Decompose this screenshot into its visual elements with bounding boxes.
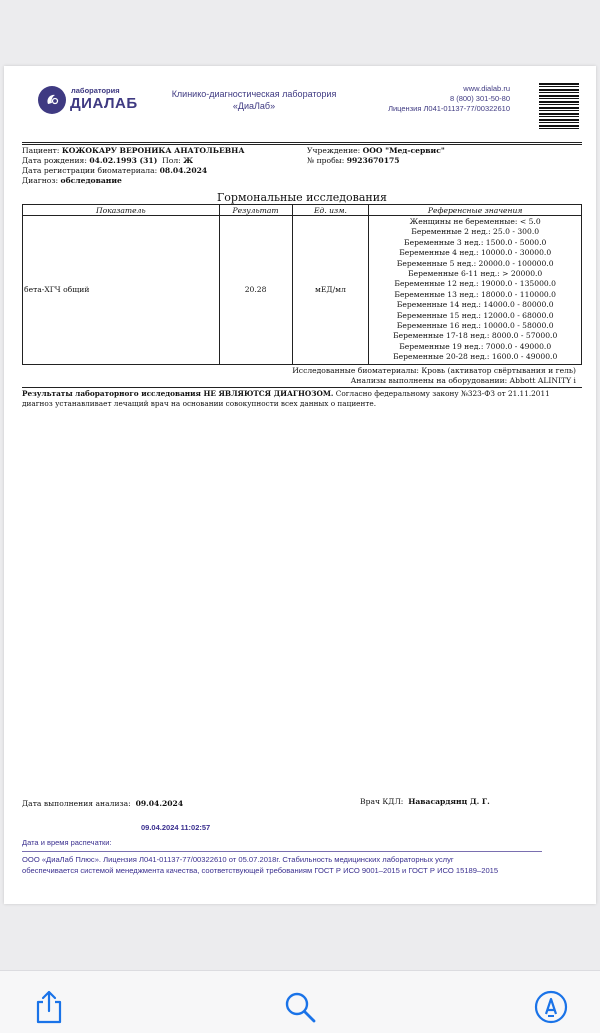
lab-name-line2: «ДиаЛаб» — [232, 101, 276, 111]
diagnosis-value: обследование — [60, 176, 122, 185]
search-icon — [283, 990, 317, 1024]
organization-row — [307, 146, 445, 156]
reference-line: Беременные 16 нед.: 10000.0 - 58000.0 — [396, 321, 554, 331]
result-value: 20.28 — [219, 216, 292, 365]
legal-line-1: ООО «ДиаЛаб Плюс». Лицензия Л041-01137-77/00322610 от 05.07.2018г. Стабильность медицинских лабораторных услуг — [22, 855, 454, 864]
reference-line: Беременные 2 нед.: 25.0 - 300.0 — [411, 227, 540, 237]
table-row — [23, 216, 582, 365]
print-datetime: 09.04.2024 11:02:57 — [141, 823, 211, 832]
print-datetime-label: Дата и время распечатки: — [22, 838, 112, 847]
footer-divider — [22, 851, 542, 852]
diagnosis-label: Диагноз: — [22, 176, 59, 185]
registration-label: Дата регистрации биоматериала: — [22, 166, 158, 175]
doctor-name: Навасардянц Д. Г. — [408, 797, 490, 806]
results-table — [22, 204, 582, 365]
section-title: Гормональные исследования — [217, 191, 387, 204]
lab-name-line1: Клинико-диагностическая лаборатория — [171, 89, 337, 99]
organization-value: ООО "Мед-сервис" — [362, 146, 445, 155]
reference-line: Беременные 13 нед.: 18000.0 - 110000.0 — [394, 289, 556, 299]
birth-date: 04.02.1993 (31) — [89, 156, 158, 165]
result-unit: мЕД/мл — [292, 216, 369, 365]
equipment-note: Анализы выполнены на оборудовании: Abbott ALINITY i — [350, 376, 576, 385]
reference-line: Беременные 4 нед.: 10000.0 - 30000.0 — [399, 248, 552, 258]
table-header-row — [23, 205, 582, 216]
legal-footer — [22, 854, 562, 876]
patient-name-row — [22, 146, 245, 156]
lab-report-page — [4, 66, 596, 904]
share-button[interactable] — [31, 989, 67, 1025]
dialab-logo — [38, 84, 158, 118]
logo-emblem-icon — [38, 86, 66, 114]
analysis-date: 09.04.2024 — [135, 799, 184, 808]
reference-line: Беременные 12 нед.: 19000.0 - 135000.0 — [394, 279, 556, 289]
reference-line: Беременные 20-28 нед.: 1600.0 - 49000.0 — [393, 352, 558, 362]
sex-value: Ж — [183, 156, 194, 165]
col-header-reference: Референсные значения — [369, 205, 582, 216]
header-divider-2 — [22, 144, 582, 145]
patient-name-label: Пациент: — [22, 146, 60, 155]
col-header-parameter: Показатель — [23, 205, 220, 216]
analysis-date-row — [22, 799, 183, 808]
logo-brand-text: ДИАЛАБ — [70, 95, 138, 112]
reference-line: Беременные 3 нед.: 1500.0 - 5000.0 — [404, 237, 547, 247]
biomaterial-note: Исследованные биоматериалы: Кровь (активатор свёртывания и гель) — [292, 366, 576, 375]
barcode — [539, 83, 579, 131]
markup-icon — [534, 990, 568, 1024]
markup-button[interactable] — [533, 989, 569, 1025]
legal-line-2: обеспечивается системой менеджмента качества, соответствующей требованиям ГОСТ Р ИСО 9001–2015 и ГОСТ Р ИСО 15189–2015 — [22, 866, 499, 875]
disclaimer-bold: Результаты лабораторного исследования НЕ ЯВЛЯЮТСЯ ДИАГНОЗОМ. — [22, 389, 334, 398]
bottom-toolbar — [0, 970, 600, 1033]
search-button[interactable] — [282, 989, 318, 1025]
registration-date: 08.04.2024 — [159, 166, 208, 175]
reference-line: Беременные 15 нед.: 12000.0 - 68000.0 — [396, 310, 554, 320]
reference-line: Беременные 6-11 нед.: > 20000.0 — [408, 269, 543, 279]
reference-values — [369, 216, 582, 365]
doctor-row — [360, 797, 490, 806]
birth-label: Дата рождения: — [22, 156, 87, 165]
disclaimer — [22, 389, 582, 409]
sample-number: 9923670175 — [346, 156, 400, 165]
lab-name — [154, 88, 354, 112]
sex-label: Пол: — [162, 156, 181, 165]
patient-name: КОЖОКАРУ ВЕРОНИКА АНАТОЛЬЕВНА — [61, 146, 245, 155]
col-header-result: Результат — [219, 205, 292, 216]
registration-row — [22, 166, 207, 176]
lab-license: Лицензия Л041-01137-77/00322610 — [388, 104, 510, 113]
col-header-unit: Ед. изм. — [292, 205, 369, 216]
parameter-name: бета-ХГЧ общий — [23, 216, 220, 365]
sample-label: № пробы: — [307, 156, 345, 165]
diagnosis-row — [22, 176, 122, 186]
analysis-date-label: Дата выполнения анализа: — [22, 799, 131, 808]
doctor-label: Врач КДЛ: — [360, 797, 404, 806]
lab-phone: 8 (800) 301-50-80 — [449, 94, 510, 103]
lab-contacts — [368, 84, 510, 114]
header-divider — [22, 142, 582, 143]
reference-line: Женщины не беременные: < 5.0 — [409, 217, 541, 226]
lab-website: www.dialab.ru — [463, 84, 510, 93]
reference-line: Беременные 14 нед.: 14000.0 - 80000.0 — [396, 300, 554, 310]
disclaimer-text: Согласно федеральному закону №323-ФЗ от 21.11.2011 диагноз устанавливает лечащий врач на основании совокупности всех данных о пациенте. — [22, 389, 550, 408]
reference-line: Беременные 5 нед.: 20000.0 - 100000.0 — [396, 258, 554, 268]
share-icon — [33, 989, 65, 1025]
sample-row — [307, 156, 400, 166]
patient-birth-row — [22, 156, 193, 166]
organization-label: Учреждение: — [307, 146, 361, 155]
disclaimer-divider — [22, 387, 582, 388]
reference-line: Беременные 19 нед.: 7000.0 - 49000.0 — [399, 341, 552, 351]
logo-small-text: лаборатория — [71, 86, 120, 95]
reference-line: Беременные 17-18 нед.: 8000.0 - 57000.0 — [393, 331, 558, 341]
